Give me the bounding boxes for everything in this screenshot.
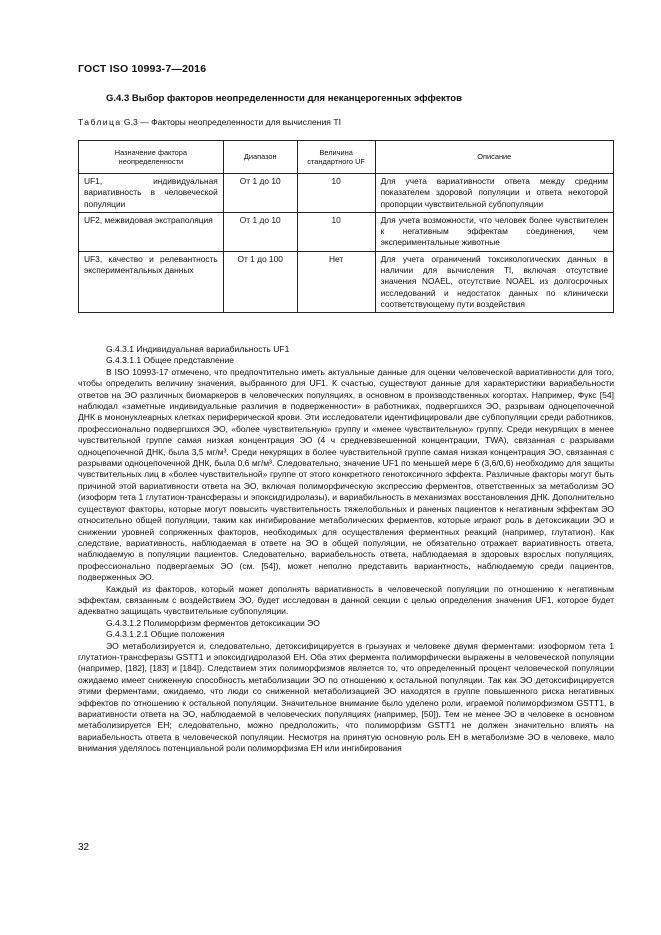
page-number: 32	[78, 842, 90, 853]
cell-description: Для учета возможности, что человек более чувствителен к негативным эффектам соединения, чем экспериментальные животные	[375, 212, 613, 251]
table-row	[79, 251, 614, 312]
table-caption-label: Таблица	[78, 117, 122, 127]
body-text	[78, 344, 614, 755]
section-heading: G.4.3 Выбор факторов неопределенности для неканцерогенных эффектов	[106, 93, 462, 104]
subsection-heading: G.4.3.1.2.1 Общие положения	[106, 629, 225, 640]
subsection-heading: G.4.3.1.1 Общее представление	[106, 355, 235, 366]
table-header-row	[79, 141, 614, 174]
subsection-heading: G.4.3.1 Индивидуальная вариабильность UF1	[106, 344, 290, 354]
cell-factor: UF3, качество и релевантность экспериментальных данных	[79, 251, 224, 312]
header-cell-range: Диапазон	[223, 141, 297, 174]
uncertainty-factors-table	[78, 140, 614, 313]
header-cell-factor: Назначение фактора неопределенности	[79, 141, 224, 174]
cell-default: Нет	[297, 251, 375, 312]
subsection-heading: G.4.3.1.2 Полиморфизм ферментов детоксикации ЭО	[106, 617, 320, 628]
table-row	[79, 174, 614, 213]
cell-factor: UF1, индивидуальная вариативность в человеческой популяции	[79, 174, 224, 213]
cell-description: Для учета ограничений токсикологических данных в наличии для вычисления TI, включая отсутствие значения NOAEL, отсутствие NOAEL из долгосрочных исследований и недостаток данных по клинически соответствующему пути воздействия	[375, 251, 613, 312]
table-row	[79, 212, 614, 251]
table-caption-text: G.3 — Факторы неопределенности для вычисления TI	[123, 117, 341, 127]
paragraph: В ISO 10993-17 отмечено, что предпочтительно иметь актуальные данные для оценки человеческой вариативности для того, чтобы определить величину значения, выбранного для UF1. К счастью, существуют данные для характеристики вариабельности ответов на ЭО различных биомаркеров в человеческих популяциях, в основном в производственных когортах. Например, Фукс [54] наблюдал «заметные индивидуальные различия в подверженности» в работниках, подвергшихся ЭО, разрывам одноцепочечной ДНК в мононуклеарных клетках периферической крови. Эти исследователи идентифицировали две субпопуляции среди работников, профессионально подвергшихся ЭО, «более чувствительную» группу и «менее чувствительную» группу. Среди некурящих в менее чувствительной группе самая низкая концентрация ЭО (4 ч средневзвешенной концентрации, TWA), связанная с разрывами одноцепочечной ДНК, была 3,5 мг/м³. Среди некурящих в более чувствительной группе самая низкая концентрация ЭО, связанная с разрывами одноцепочечной ДНК, была 0,6 мг/м³. Следовательно, значение UF1 по меньшей мере 6 (3,6/0,6) необходимо для защиты чувствительных лиц в «более чувствительной» группе от этого конкретного генотоксичного эффекта. Различные факторы могут быть причиной этой вариативности ответа на ЭО, включая полиморфическую экспрессию ферментов, ответственных за метаболизм ЭО (изоформ тета 1 глутатион-трансферазы и эпоксидгидролазы), и вариабильность в механизмах восстановления ДНК. Дополнительно существуют факторы, которые могут повысить чувствительность тяжелобольных и раненых пациентов к негативным эффектам ЭО относительно общей популяции, таким как ингибирование метаболических ферментов, которые играют роль в детоксикации ЭО и снижении уровней сопряженных факторов, необходимых для осуществления ферментных реакций (например, глутатион). Как следствие, вариативность, наблюдаемая в ответе на ЭО в общей популяции, не обязательно отражает вариативность ответа, наблюдаемую в популяции пациентов. Следовательно, вариабельность ответа, наблюдаемая в здоровых взрослых популяциях, профессионально подвергаемых ЭО (см. [54]), может неполно представить вариантность, наблюдаемую среди пациентов, подверженных ЭО.	[78, 366, 614, 583]
header-cell-default: Величина стандартного UF	[297, 141, 375, 174]
paragraph: Каждый из факторов, который может дополнять вариативность в человеческой популяции по отношению к негативным эффектам, связанным с воздействием ЭО, будет исследован в данной секции с целью определения значения UF1, которое будет адекватно защищать чувствительные субпопуляции.	[78, 583, 614, 617]
cell-range: От 1 до 10	[223, 212, 297, 251]
cell-default: 10	[297, 212, 375, 251]
cell-description: Для учета вариативности ответа между средним показателем здоровой популяции и ответа некоторой пропорции чувствительной субпопуляции	[375, 174, 613, 213]
cell-range: От 1 до 100	[223, 251, 297, 312]
cell-default: 10	[297, 174, 375, 213]
table-caption	[78, 117, 341, 127]
document-header: ГОСТ ISO 10993-7—2016	[78, 63, 207, 75]
paragraph: ЭО метаболизируется и, следовательно, детоксифицируется в грызунах и человеке двумя ферментами: изоформом тета 1 глутатион-трансферазы GSTT1 и эпоксидгидролазой ЕН. Оба этих фермента полиморфически выражены в человеческой популяции (например, [182], [183] и [184]). Следствием этих полиморфизмов является то, что определенный процент человеческой популяции ожидаемо имеет сниженную способность метаболизации ЭО по отношению к остальной популяции. Так как ЭО детоксифицируется этими ферментами, ожидаемо, что люди со сниженной метаболизацией ЭО находятся в группе повышенного риска негативных эффектов по отношению к остальной популяции. Значительное внимание было уделено роли, играемой полиморфизмом GSTT1, в вариативности ответа на ЭО, наблюдаемой в человеческих популяциях (например, [50]). Тем не менее ЭО в человеке в основном метаболизируется ЕН; следовательно, можно предположить, что полиморфизм GSTT1 не должен значительно влиять на вариабельность ответа в человеческой популяции. Несмотря на принятую основную роль ЕН в метаболизме ЭО в человеке, мало внимания уделялось потенциальной роли полиморфизма ЕН или ингибирования	[78, 640, 614, 754]
header-cell-description: Описание	[375, 141, 613, 174]
cell-factor: UF2, межвидовая экстраполяция	[79, 212, 224, 251]
cell-range: От 1 до 10	[223, 174, 297, 213]
